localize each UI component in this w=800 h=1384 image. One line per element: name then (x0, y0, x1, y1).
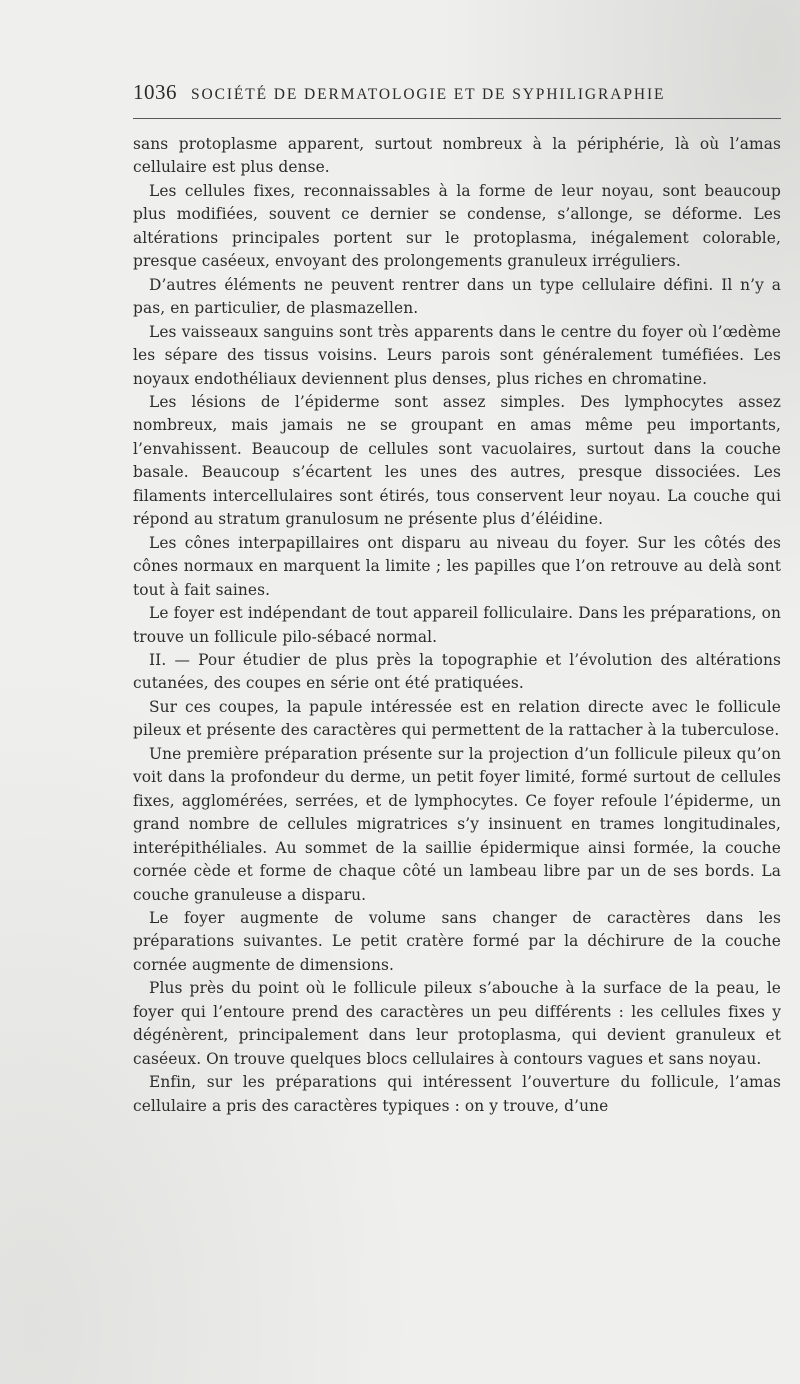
journal-title: SOCIÉTÉ DE DERMATOLOGIE ET DE SYPHILIGRAPHIE (191, 86, 666, 103)
paragraph: Les lésions de l’épiderme sont assez simples. Des lymphocytes assez nombreux, mais jamais ne se groupant en amas même peu importants, l’envahissent. Beaucoup de cellules sont vacuolaires, surtout dans la couche basale. Beaucoup s’écartent les unes des autres, presque dissociées. Les filaments intercellulaires sont étirés, tous conservent leur noyau. La couche qui répond au stratum granulosum ne présente plus d’éléidine. (133, 392, 781, 529)
paragraph: Une première préparation présente sur la projection d’un follicule pileux qu’on voit dans la profondeur du derme, un petit foyer limité, formé surtout de cellules fixes, agglomérées, serrées, et de lymphocytes. Ce foyer refoule l’épiderme, un grand nombre de cellules migratrices s’y insinuent en trames longitudinales, interépithéliales. Au sommet de la saillie épidermique ainsi formée, la couche cornée cède et forme de chaque côté un lambeau libre par un de ses bords. La couche granuleuse a disparu. (133, 744, 781, 904)
paragraph: Enfin, sur les préparations qui intéressent l’ouverture du follicule, l’amas cellulaire a pris des caractères typiques : on y trouve, d’une (133, 1073, 781, 1115)
paragraph: sans protoplasme apparent, surtout nombreux à la périphérie, là où l’amas cellulaire est plus dense. (133, 135, 781, 177)
paragraph: Plus près du point où le follicule pileux s’abouche à la surface de la peau, le foyer qui l’entoure prend des caractères un peu différents : les cellules fixes y dégénèrent, principalement dans leur protoplasma, qui devient granuleux et caséeux. On trouve quelques blocs cellulaires à contours vagues et sans noyau. (133, 979, 781, 1068)
header-rule (133, 118, 781, 119)
page-number: 1036 (133, 80, 177, 104)
paragraph: Les cônes interpapillaires ont disparu au niveau du foyer. Sur les côtés des cônes normaux en marquent la limite ; les papilles que l’on retrouve au delà sont tout à fait saines. (133, 533, 781, 599)
running-head (133, 80, 781, 116)
paragraph: D’autres éléments ne peuvent rentrer dans un type cellulaire défini. Il n’y a pas, en particulier, de plasmazellen. (133, 275, 781, 318)
paragraph: II. — Pour étudier de plus près la topographie et l’évolution des altérations cutanées, des coupes en série ont été pratiquées. (133, 650, 781, 693)
paragraph: Le foyer augmente de volume sans changer de caractères dans les préparations suivantes. Le petit cratère formé par la déchirure de la couche cornée augmente de dimensions. (133, 908, 781, 974)
paragraph: Les cellules fixes, reconnaissables à la forme de leur noyau, sont beaucoup plus modifiées, souvent ce dernier se condense, s’allonge, se déforme. Les altérations principales portent sur le protoplasma, inégalement colorable, presque caséeux, envoyant des prolongements granuleux irréguliers. (133, 181, 781, 271)
body-text (133, 133, 781, 1118)
paragraph: Sur ces coupes, la papule intéressée est en relation directe avec le follicule pileux et présente des caractères qui permettent de la rattacher à la tuberculose. (133, 697, 781, 740)
book-page (133, 80, 781, 1118)
paragraph: Le foyer est indépendant de tout appareil folliculaire. Dans les préparations, on trouve un follicule pilo-sébacé normal. (133, 604, 781, 646)
paragraph: Les vaisseaux sanguins sont très apparents dans le centre du foyer où l’œdème les sépare des tissus voisins. Leurs parois sont généralement tuméfiées. Les noyaux endothéliaux deviennent plus denses, plus riches en chromatine. (133, 322, 781, 388)
